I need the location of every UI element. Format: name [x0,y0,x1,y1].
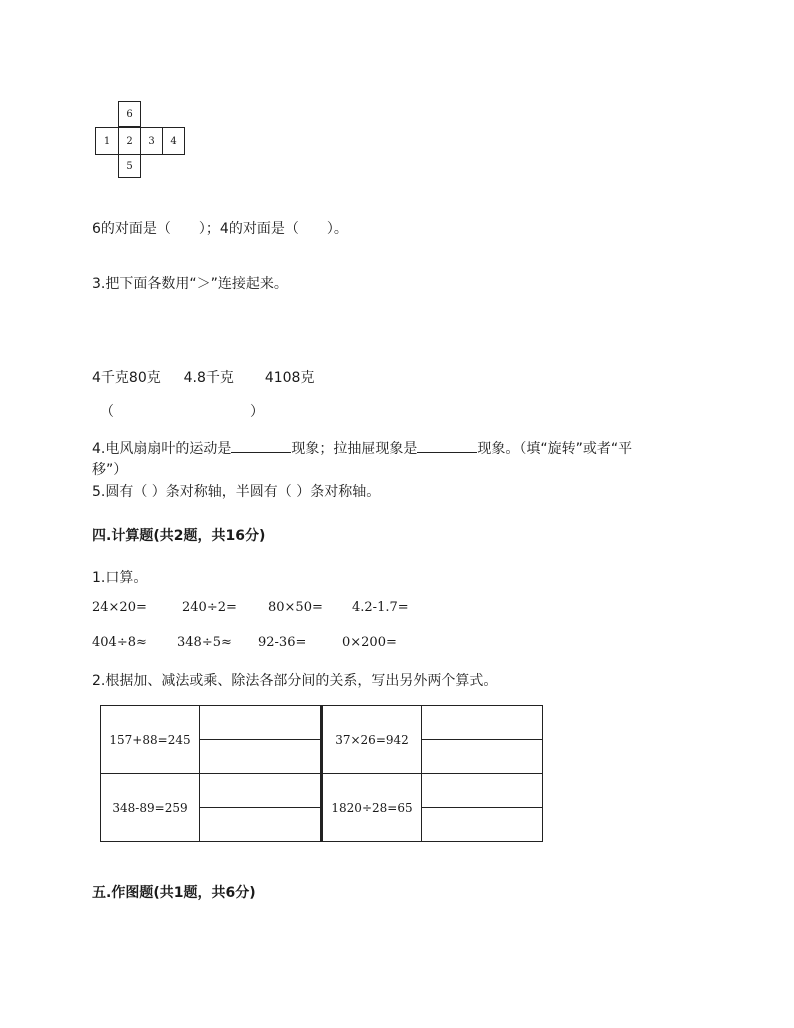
question-5: 5.圆有（ ）条对称轴，半圆有（ ）条对称轴。 [92,484,381,500]
q4-part1: 4.电风扇扇叶的运动是 [92,441,232,457]
q4-blank-2[interactable] [417,438,477,453]
question-3-items [92,367,314,387]
calc-item: 92-36= [258,635,307,650]
net-face-bottom-label: 5 [126,160,133,172]
q4-part3: 现象。（填“旋转”或者“平 [477,441,633,457]
calc-item: 4.2-1.7= [352,600,409,615]
calc-item: 240÷2= [182,600,237,615]
table-eq-cell: 37×26=942 [322,706,422,774]
table-eq-cell: 1820÷28=65 [322,774,422,842]
q3-item-3: 4108克 [264,370,315,386]
question-3-title: 3.把下面各数用“＞”连接起来。 [92,276,288,292]
table-answer-cell[interactable] [422,774,543,808]
table-answer-cell[interactable] [200,808,322,842]
question-opposite-faces: 6的对面是（ ）；4的对面是（ ）。 [92,221,348,237]
table-answer-cell[interactable] [422,808,543,842]
net-face-bottom [118,154,141,178]
table-answer-cell[interactable] [200,706,322,740]
calc-item: 404÷8≈ [92,635,147,650]
net-face-3-label: 3 [148,135,155,147]
table-eq-cell: 157+88=245 [101,706,200,774]
question-4 [92,438,632,458]
calc-2-title: 2.根据加、减法或乘、除法各部分间的关系，写出另外两个算式。 [92,673,498,689]
table-answer-cell[interactable] [200,740,322,774]
net-face-2 [118,127,141,155]
q3-item-2: 4.8千克 [183,370,234,386]
table-eq-cell: 348-89=259 [101,774,200,842]
net-face-1-label: 1 [103,135,111,147]
net-face-1 [95,127,119,155]
net-face-3 [140,127,163,155]
q4-line2: 移”） [92,462,128,478]
q4-blank-1[interactable] [231,438,291,453]
net-face-top [118,101,141,127]
q3-answer-open: （ [100,404,114,420]
net-face-4-label: 4 [170,135,177,147]
table-answer-cell[interactable] [422,706,543,740]
calc-2-table [100,705,543,842]
section-5-heading: 五.作图题(共1题，共6分) [92,885,256,901]
net-face-top-label: 6 [126,108,133,120]
calc-item: 0×200= [342,635,397,650]
calc-item: 348÷5≈ [177,635,232,650]
calc-item: 24×20= [92,600,147,615]
table-answer-cell[interactable] [200,774,322,808]
calc-1-title: 1.口算。 [92,570,148,586]
q4-part2: 现象；拉抽屉现象是 [291,441,418,457]
q3-item-1: 4千克80克 [92,370,161,386]
section-4-heading: 四.计算题(共2题，共16分) [92,528,266,544]
net-face-2-label: 2 [126,135,133,147]
q3-answer-close: ） [250,404,264,420]
calc-item: 80×50= [268,600,323,615]
table-answer-cell[interactable] [422,740,543,774]
net-face-4 [162,127,185,155]
